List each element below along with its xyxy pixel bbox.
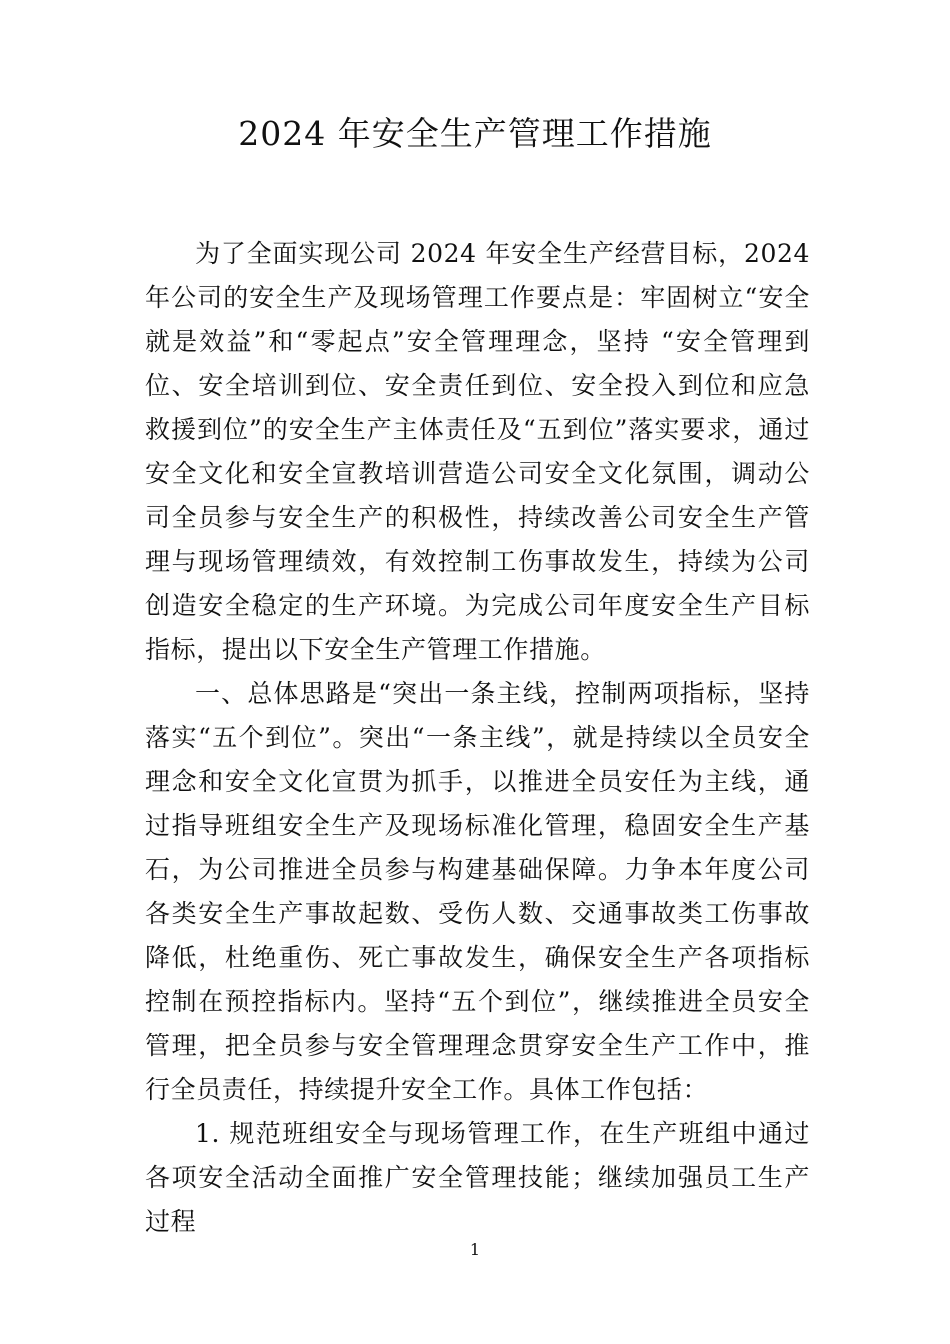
page-number: 1 xyxy=(469,1240,481,1259)
document-title: 2024 年安全生产管理工作措施 xyxy=(238,114,712,153)
paragraph-intro: 为了全面实现公司 2024 年安全生产经营目标，2024 年公司的安全生产及现场管理工作要点是：牢固树立“安全就是效益”和“零起点”安全管理理念，坚持 “安全管理到位、安全培训到位、安全责任到位、安全投入到位和应急救援到位”的安全生产主体责任及“五到位”落实要求，通过安全文化和安全宣教培训营造公司安全文化氛围，调动公司全员参与安全生产的积极性，持续改善公司安全生产管理与现场管理绩效，有效控制工伤事故发生，持续为公司创造安全稳定的生产环境。为完成公司年度安全生产目标指标，提出以下安全生产管理工作措施。 xyxy=(145,239,810,664)
paragraph-overall-approach: 一、总体思路是“突出一条主线，控制两项指标，坚持落实“五个到位”。突出“一条主线”，就是持续以全员安全理念和安全文化宣贯为抓手，以推进全员安任为主线，通过指导班组安全生产及现场标准化管理，稳固安全生产基石，为公司推进全员参与构建基础保障。力争本年度公司各类安全生产事故起数、受伤人数、交通事故类工伤事故降低，杜绝重伤、死亡事故发生，确保安全生产各项指标控制在预控指标内。坚持“五个到位”，继续推进全员安全管理，把全员参与安全管理理念贯穿安全生产工作中，推行全员责任，持续提升安全工作。具体工作包括： xyxy=(145,679,810,1104)
document-body xyxy=(145,232,810,1244)
paragraph-item-1: 1. 规范班组安全与现场管理工作，在生产班组中通过各项安全活动全面推广安全管理技能；继续加强员工生产过程 xyxy=(145,1119,810,1236)
